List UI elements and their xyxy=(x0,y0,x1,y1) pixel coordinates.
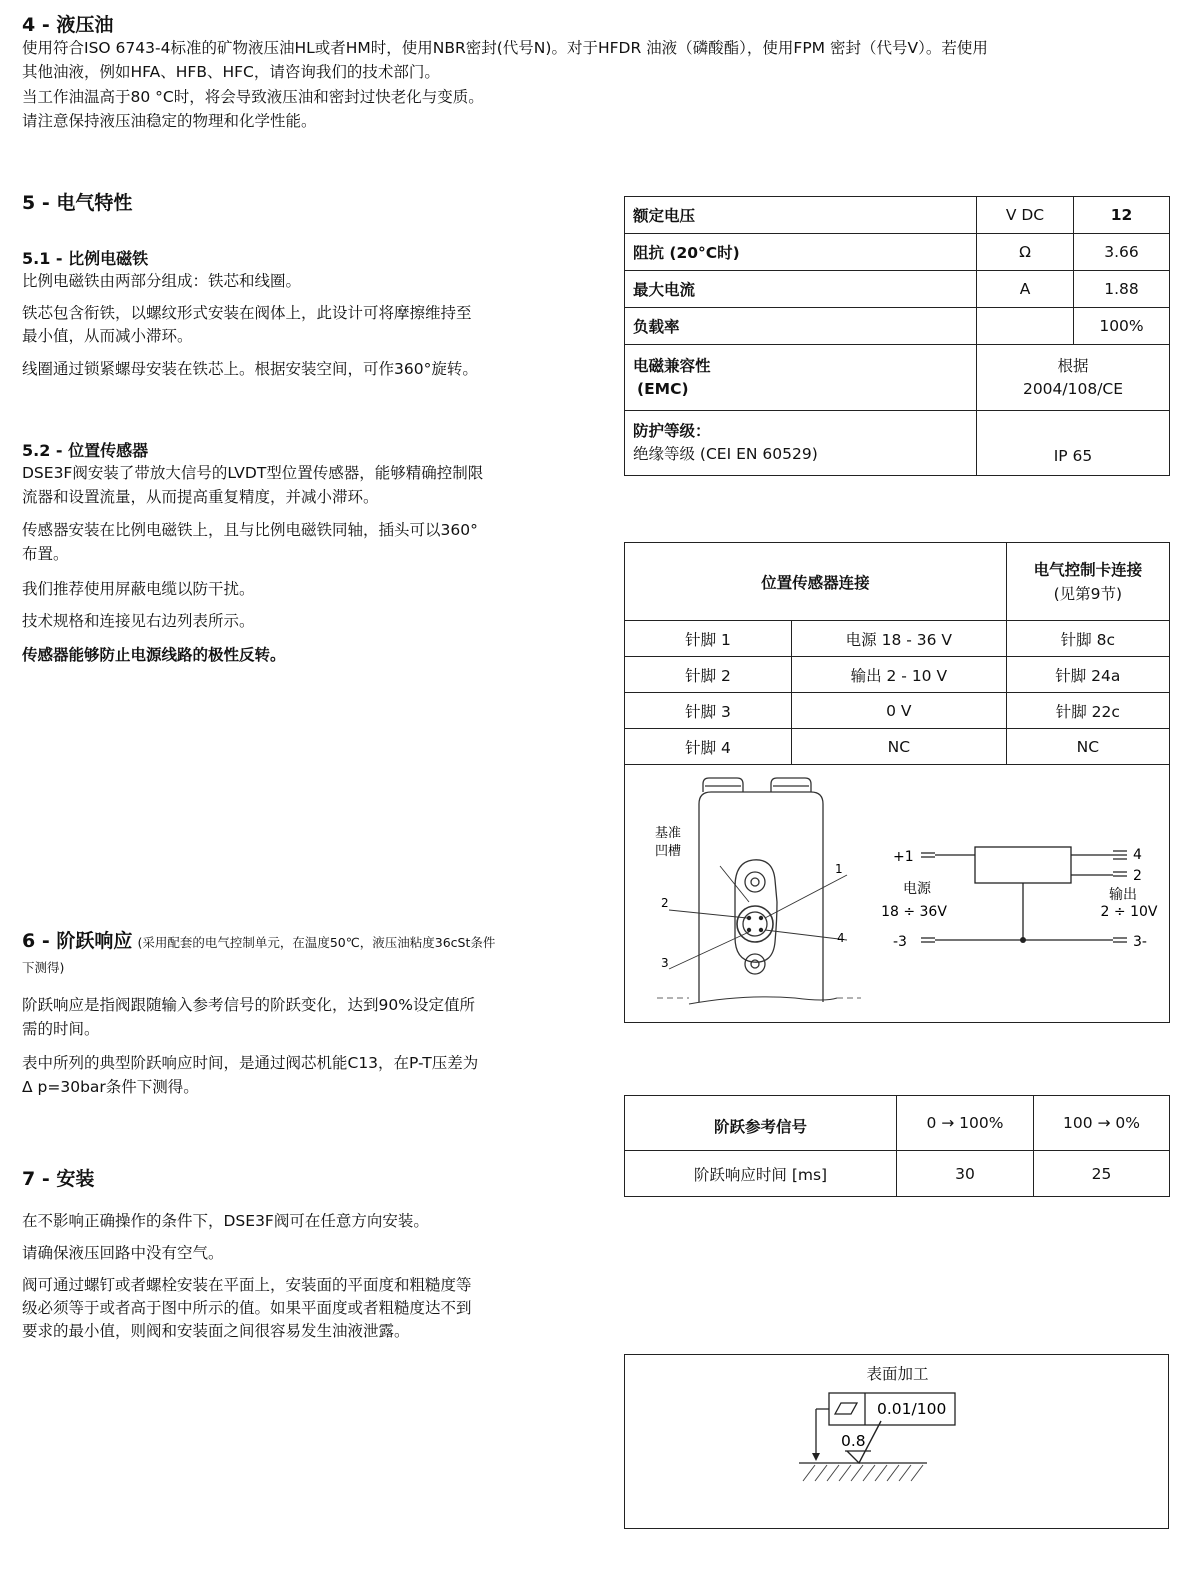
pin-3 xyxy=(747,928,751,932)
impedance-value: 3.66 xyxy=(1074,234,1170,271)
section-6-note-a: (采用配套的电气控制单元，在温度50℃，液压油粘度36cSt条件 xyxy=(137,935,496,950)
section-5-1-para-3: 线圈通过锁紧螺母安装在铁芯上。根据安装空间，可作360°旋转。 xyxy=(22,360,478,378)
supply-label-a: 电源 xyxy=(903,881,931,897)
plus1-label: +1 xyxy=(893,849,914,865)
section-5-2-para-2a: 传感器安装在比例电磁铁上，且与比例电磁铁同轴，插头可以360° xyxy=(22,521,478,539)
table-row xyxy=(625,693,1170,729)
table-row xyxy=(625,308,1170,345)
section-5-2-para-1b: 流器和设置流量，从而提高重复精度，并减小滞环。 xyxy=(22,488,379,506)
schematic-lines xyxy=(921,847,1127,942)
section-6-para-1a: 阶跃响应是指阀跟随输入参考信号的阶跃变化，达到90%设定值所 xyxy=(22,996,475,1014)
control-card-header-a: 电气控制卡连接 xyxy=(1033,560,1143,579)
pin-cell: 针脚 1 xyxy=(625,621,792,657)
table-row xyxy=(625,543,1170,621)
arrow-head xyxy=(812,1453,820,1461)
function-cell: NC xyxy=(792,729,1007,765)
section-5-2-para-1a: DSE3F阀安装了带放大信号的LVDT型位置传感器，能够精确控制限 xyxy=(22,464,484,482)
section-4-line-1: 使用符合ISO 6743-4标准的矿物液压油HL或者HM时，使用NBR密封(代号N)。对于HFDR 油液（磷酸酯），使用FPM 密封（代号V）。若使用 xyxy=(22,39,988,57)
pin-cell: 针脚 2 xyxy=(625,657,792,693)
control-card-header xyxy=(1006,543,1169,621)
surface-hatching xyxy=(803,1465,923,1481)
max-current-value: 1.88 xyxy=(1074,271,1170,308)
card-pin-cell: 针脚 8c xyxy=(1006,621,1169,657)
output-label-a: 输出 xyxy=(1109,887,1137,903)
rated-voltage-unit: V DC xyxy=(977,197,1074,234)
card-pin-cell: 针脚 22c xyxy=(1006,693,1169,729)
minus3-label: -3 xyxy=(893,934,907,950)
emc-value-a: 根据 xyxy=(1057,356,1089,375)
section-7-para-3c: 要求的最小值，则阀和安装面之间很容易发生油液泄露。 xyxy=(22,1322,410,1340)
section-6-note-b: 下测得) xyxy=(22,960,65,975)
out3-label: 3- xyxy=(1133,934,1147,950)
card-pin-cell: 针脚 24a xyxy=(1006,657,1169,693)
section-6-heading xyxy=(22,930,582,954)
flatness-value: 0.01/100 xyxy=(877,1400,947,1418)
section-4-line-4: 请注意保持液压油稳定的物理和化学性能。 xyxy=(22,112,317,130)
section-7-para-3a: 阀可通过螺钉或者螺栓安装在平面上，安装面的平面度和粗糙度等 xyxy=(22,1276,472,1294)
wiring-diagram xyxy=(624,762,1170,1023)
section-7-para-3b: 级必须等于或者高于图中所示的值。如果平面度或者粗糙度达不到 xyxy=(22,1299,472,1317)
emc-label xyxy=(625,345,977,411)
section-5-1-para-1: 比例电磁铁由两部分组成：铁芯和线圈。 xyxy=(22,272,302,290)
step-response-table xyxy=(624,1095,1170,1197)
section-5-2-para-2b: 布置。 xyxy=(22,545,69,563)
step-response-time-label: 阶跃响应时间 [ms] xyxy=(625,1151,897,1197)
section-6-para-2b: Δ p=30bar条件下测得。 xyxy=(22,1078,199,1096)
pin-4 xyxy=(759,928,763,932)
section-5-1-para-2a: 铁芯包含衔铁，以螺纹形式安装在阀体上，此设计可将摩擦维持至 xyxy=(22,304,472,322)
callout-4: 4 xyxy=(837,931,845,945)
section-4-line-2: 其他油液，例如HFA、HFB、HFC，请咨询我们的技术部门。 xyxy=(22,63,440,81)
control-card-header-b: (见第9节) xyxy=(1053,584,1123,603)
protection-label-b: 绝缘等级 (CEI EN 60529) xyxy=(633,445,818,463)
supply-label-b: 18 ÷ 36V xyxy=(881,904,947,920)
section-5-2-para-5: 传感器能够防止电源线路的极性反转。 xyxy=(22,646,286,664)
function-cell: 输出 2 - 10 V xyxy=(792,657,1007,693)
output-label-b: 2 ÷ 10V xyxy=(1100,904,1158,920)
section-5-2-title: 5.2 - 位置传感器 xyxy=(22,441,149,460)
wiring-diagram-svg xyxy=(625,762,1171,1023)
section-6-para-1b: 需的时间。 xyxy=(22,1020,100,1038)
step-100-0-header: 100 → 0% xyxy=(1034,1096,1170,1151)
sensor-connection-header: 位置传感器连接 xyxy=(625,543,1007,621)
protection-label xyxy=(625,411,977,476)
pin-1 xyxy=(747,916,751,920)
surface-finish-symbol xyxy=(625,1355,1170,1530)
section-5-2-para-4: 技术规格和连接见右边列表所示。 xyxy=(22,612,255,630)
section-7-title: 7 - 安装 xyxy=(22,1168,95,1190)
section-7-para-2: 请确保液压回路中没有空气。 xyxy=(22,1244,224,1262)
ref-groove-label-a: 基准 xyxy=(655,826,682,841)
table-row xyxy=(625,729,1170,765)
section-5-1-title: 5.1 - 比例电磁铁 xyxy=(22,249,149,268)
section-5-2-para-3: 我们推荐使用屏蔽电缆以防干扰。 xyxy=(22,580,255,598)
max-current-label: 最大电流 xyxy=(625,271,977,308)
callout-1: 1 xyxy=(835,862,843,876)
step-100-0-value: 25 xyxy=(1034,1151,1170,1197)
table-row xyxy=(625,1096,1170,1151)
table-row xyxy=(625,271,1170,308)
section-6-para-2a: 表中所列的典型阶跃响应时间，是通过阀芯机能C13，在P-T压差为 xyxy=(22,1054,479,1072)
table-row xyxy=(625,234,1170,271)
section-6-title: 6 - 阶跃响应 xyxy=(22,930,133,952)
callout-2: 2 xyxy=(661,896,669,910)
rated-voltage-label: 额定电压 xyxy=(625,197,977,234)
section-4-line-3: 当工作油温高于80 °C时，将会导致液压油和密封过快老化与变质。 xyxy=(22,88,484,106)
table-row xyxy=(625,657,1170,693)
function-cell: 电源 18 - 36 V xyxy=(792,621,1007,657)
section-7-para-1: 在不影响正确操作的条件下，DSE3F阀可在任意方向安装。 xyxy=(22,1212,429,1230)
emc-label-a: 电磁兼容性 xyxy=(633,356,711,375)
rated-voltage-value: 12 xyxy=(1074,197,1170,234)
flatness-icon xyxy=(835,1403,857,1414)
sensor-body-drawing xyxy=(657,778,861,1004)
ground-junction xyxy=(1020,937,1026,943)
emc-label-b: (EMC) xyxy=(637,379,689,398)
table-row xyxy=(625,621,1170,657)
roughness-value: 0.8 xyxy=(841,1432,866,1450)
callout-3: 3 xyxy=(661,956,669,970)
table-row xyxy=(625,1151,1170,1197)
emc-value-b: 2004/108/CE xyxy=(1022,379,1124,398)
surface-finish-title: 表面加工 xyxy=(866,1365,929,1383)
pin-cell: 针脚 3 xyxy=(625,693,792,729)
surface-finish-box xyxy=(624,1354,1169,1529)
table-row xyxy=(625,411,1170,476)
protection-label-a: 防护等级： xyxy=(633,422,711,440)
electrical-spec-table xyxy=(624,196,1170,476)
pin-cell: 针脚 4 xyxy=(625,729,792,765)
out2-label: 2 xyxy=(1133,868,1142,884)
out4-label: 4 xyxy=(1133,847,1142,863)
pin-2 xyxy=(759,916,763,920)
section-5-title: 5 - 电气特性 xyxy=(22,192,133,214)
impedance-label: 阻抗 (20°C时) xyxy=(625,234,977,271)
duty-cycle-value: 100% xyxy=(1074,308,1170,345)
card-pin-cell: NC xyxy=(1006,729,1169,765)
step-reference-header: 阶跃参考信号 xyxy=(625,1096,897,1151)
section-5-1-para-2b: 最小值，从而减小滞环。 xyxy=(22,327,193,345)
step-0-100-header: 0 → 100% xyxy=(897,1096,1034,1151)
sensor-connection-table xyxy=(624,542,1170,765)
step-0-100-value: 30 xyxy=(897,1151,1034,1197)
ref-groove-label-b: 凹槽 xyxy=(655,844,682,859)
table-row xyxy=(625,345,1170,411)
duty-cycle-label: 负载率 xyxy=(625,308,977,345)
impedance-unit: Ω xyxy=(977,234,1074,271)
max-current-unit: A xyxy=(977,271,1074,308)
function-cell: 0 V xyxy=(792,693,1007,729)
section-4-title: 4 - 液压油 xyxy=(22,14,114,36)
emc-value xyxy=(977,345,1170,411)
table-row xyxy=(625,197,1170,234)
protection-value: IP 65 xyxy=(977,411,1170,476)
duty-cycle-unit xyxy=(977,308,1074,345)
